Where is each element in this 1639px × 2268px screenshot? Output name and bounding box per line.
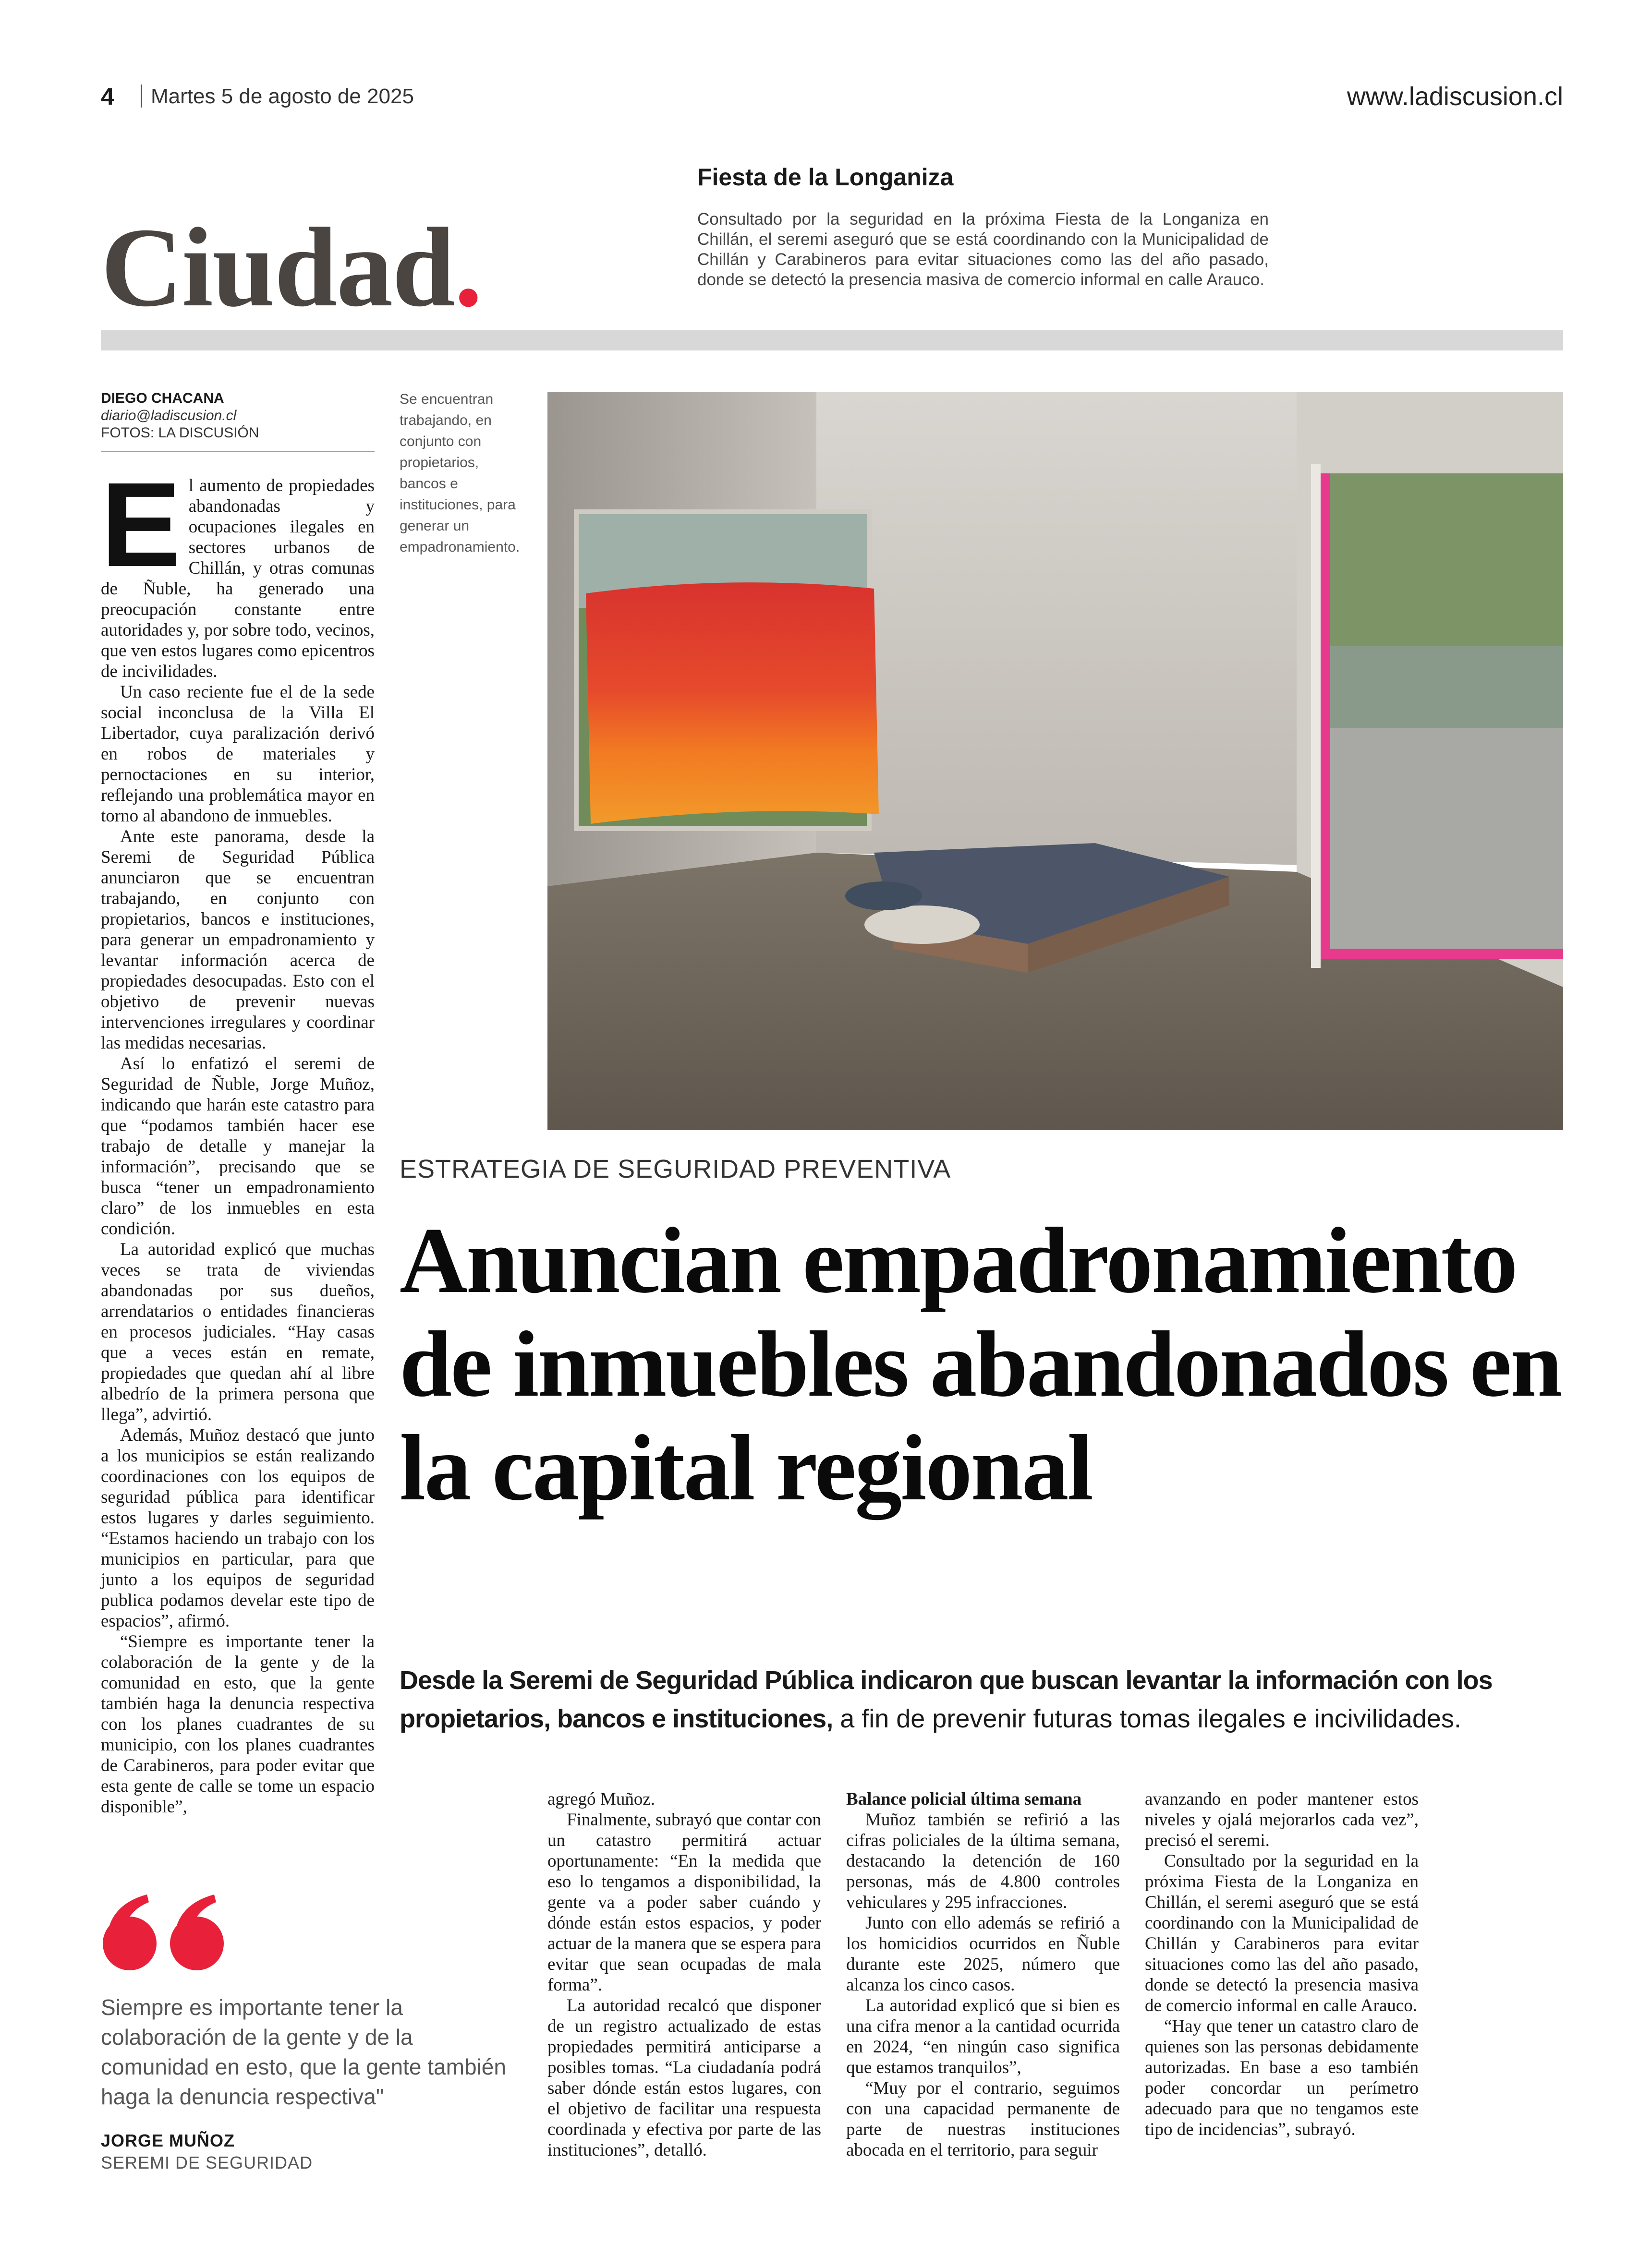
page-number: 4 [101,83,114,110]
paragraph: avanzando en poder mantener estos niveles y ojalá mejorarlos cada vez”, precisó el seremi. [1145,1789,1419,1850]
section-title [101,205,482,330]
paragraph: “Muy por el contrario, seguimos con una capacidad permanente de parte de nuestras instituciones abocada en el territorio, para seguir [846,2078,1120,2160]
subsection-heading: Balance policial última semana [846,1789,1082,1809]
paragraph: Un caso reciente fue el de la sede social inconclusa de la Villa El Libertador, cuya paralización derivó en robos de materiales y pernoctaciones en su interior, reflejando una problemática mayor en torno al abandono de inmuebles. [101,682,375,826]
paragraph: La autoridad explicó que muchas veces se trata de viviendas abandonadas por sus dueños, arrendatarios o entidades financieras en procesos judiciales. “Hay casas que a veces están en remate, propiedades que quedan ahí al libre albedrío de la primera persona que llega”, advirtió. [101,1240,375,1424]
article-body-column-3 [846,1789,1120,2160]
paragraph: Así lo enfatizó el seremi de Seguridad de Ñuble, Jorge Muñoz, indicando que harán este catastro para que “podamos también hacer ese trabajo de detalle y manejar la información”, precisando que se busca “tener un empadronamiento claro” de los inmuebles en esta condición. [101,1054,375,1239]
website-link[interactable]: www.ladiscusion.cl [1347,82,1563,111]
header-separator [141,84,142,108]
paragraph: Además, Muñoz destacó que junto a los municipios se están realizando coordinaciones con los equipos de seguridad pública para identificar estos lugares y darles seguimiento. “Estamos haciendo un trabajo con los municipios en particular, para que junto a los equipos de seguridad publica podamos develar este tipo de espacios”, afirmó. [101,1425,375,1631]
section-divider-bar [101,330,1563,350]
sidebar-title: Fiesta de la Longaniza [697,164,954,191]
paragraph: Consultado por la seguridad en la próxima Fiesta de la Longaniza en Chillán, el seremi aseguró que se está coordinando con la Municipalidad de Chillán y Carabineros para evitar situaciones como las del año pasado, donde se detectó la presencia masiva de comercio informal en calle Arauco. [1145,1851,1419,2015]
quote-mark-icon [101,1891,231,1972]
paragraph: La autoridad recalcó que disponer de un registro actualizado de estas propiedades permitirá anticiparse a posibles tomas. “La ciudadanía podrá saber dónde están estos lugares, con el objetivo de facilitar una respuesta coordinada y efectiva por parte de las instituciones”, detalló. [547,1996,821,2160]
pull-quote-text: Siempre es importante tener la colaboración de la gente y de la comunidad en esto, que la gente también haga la denuncia respectiva" [101,1995,506,2109]
paragraph: Muñoz también se refirió a las cifras policiales de la última semana, destacando la detención de 160 personas, más de 4.800 controles vehiculares y 295 infracciones. [846,1810,1120,1912]
subhead-bold: Desde la Seremi de Seguridad Pública indicaron que buscan levantar la información con los propietarios, bancos e instituciones, [400,1666,1493,1733]
section-title-text: Ciudad [101,205,454,330]
sidebar-text: Consultado por la seguridad en la próxima Fiesta de la Longaniza en Chillán, el seremi aseguró que se está coordinando con la Municipalidad de Chillán y Carabineros para evitar situaciones como las del año pasado, donde se detectó la presencia masiva de comercio informal en calle Arauco. [697,210,1269,289]
paragraph: “Hay que tener un catastro claro de quienes son las personas debidamente autorizadas. En base a eso también poder concordar un perímetro adecuado para que no tengamos este tipo de incidencias”, subrayó. [1145,2016,1419,2139]
byline-author: DIEGO CHACANA [101,390,224,406]
article-body-column-2 [547,1789,821,2160]
pull-quote-author: JORGE MUÑOZ [101,2131,235,2150]
article-subhead [400,1661,1566,1738]
issue-date: Martes 5 de agosto de 2025 [151,84,414,108]
paragraph: La autoridad explicó que si bien es una cifra menor a la cantidad ocurrida en 2024, “en ningún caso significa que estamos tranquilos”, [846,1996,1120,2077]
paragraph: Junto con ello además se refirió a los homicidios ocurridos en Ñuble durante este 2025, número que alcanza los cinco casos. [846,1913,1120,1995]
paragraph: “Siempre es importante tener la colaboración de la gente y de la comunidad en esto, que la gente también haga la denuncia respectiva con los planes cuadrantes de su municipio, con los planes cuadrantes de Carabineros, para poder evitar que esta gente de calle se tome un espacio disponible”, [101,1632,375,1817]
paragraph: El aumento de propiedades abandonadas y ocupaciones ilegales en sectores urbanos de Chillán, y otras comunas de Ñuble, ha generado una preocupación constante entre autoridades y, por sobre todo, vecinos, que ven estos lugares como epicentros de incivilidades. [101,458,375,681]
photo-caption: Se encuentran trabajando, en conjunto con propietarios, bancos e instituciones, para generar un empadronamiento. [400,391,520,555]
article-headline: Anuncian empadronamiento de inmuebles abandonados en la capital regional [400,1208,1561,1520]
byline-photos: FOTOS: LA DISCUSIÓN [101,425,259,441]
pull-quote-role: SEREMI DE SEGURIDAD [101,2153,313,2172]
paragraph: agregó Muñoz. [547,1789,655,1809]
byline-email[interactable]: diario@ladiscusion.cl [101,408,237,423]
article-body-column-4 [1145,1789,1419,2140]
article-body-column-1 [101,458,375,1817]
paragraph: Finalmente, subrayó que contar con un catastro permitirá actuar oportunamente: “En la medida que eso lo tengamos a disponibilidad, la gente va a poder saber cuándo y dónde están estos espacios, y poder actuar de la manera que se espera para evitar que sean ocupadas de mala forma”. [547,1810,821,1995]
section-title-dot: . [454,205,482,330]
byline [101,390,375,442]
article-photo [547,392,1563,1130]
drop-cap: E [101,458,181,591]
byline-divider [101,451,375,452]
subhead-regular: a fin de prevenir futuras tomas ilegales e incivilidades. [833,1704,1461,1733]
article-kicker: ESTRATEGIA DE SEGURIDAD PREVENTIVA [400,1155,951,1183]
paragraph: Ante este panorama, desde la Seremi de Seguridad Pública anunciaron que se encuentran trabajando, en conjunto con propietarios, bancos e instituciones, para generar un empadronamiento y levantar información acerca de propiedades desocupadas. Esto con el objetivo de prevenir nuevas intervenciones irregulares y coordinar las medidas necesarias. [101,827,375,1053]
